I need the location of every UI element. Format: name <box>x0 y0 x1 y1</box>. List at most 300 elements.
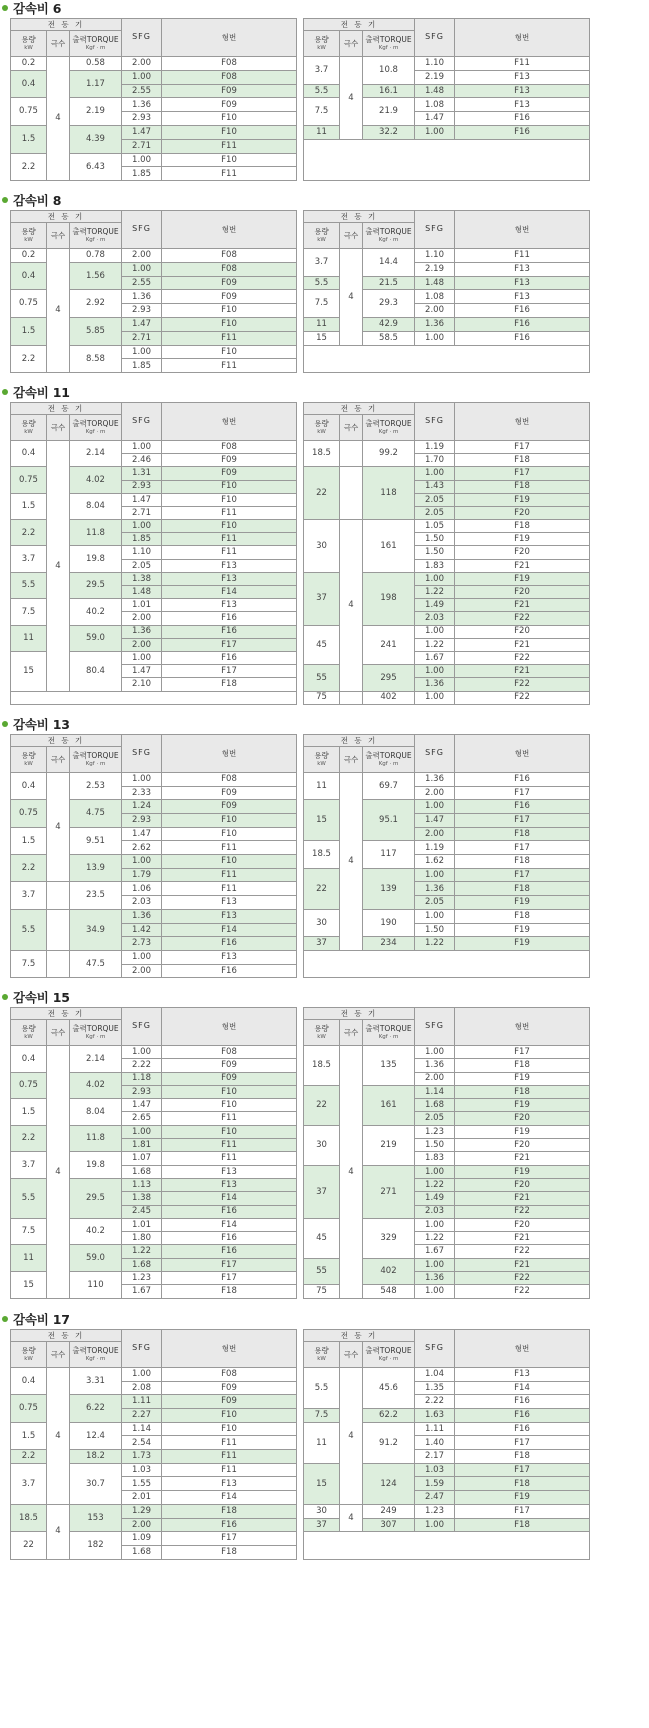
sfg-cell: 2.05 <box>415 896 455 910</box>
capacity-unit: kW <box>317 44 326 51</box>
torque-cell: 29.5 <box>70 572 122 598</box>
sfg-cell: 2.05 <box>415 493 455 506</box>
torque-header <box>363 415 415 441</box>
sfg-cell: 2.00 <box>122 612 162 625</box>
bullet-icon <box>2 389 8 395</box>
sfg-cell: 1.00 <box>122 520 162 533</box>
empty-row <box>11 691 297 704</box>
sfg-cell: 2.93 <box>122 112 162 126</box>
frame-cell: F11 <box>162 546 297 559</box>
sfg-cell: 1.24 <box>122 800 162 814</box>
frame-cell: F18 <box>455 1450 590 1464</box>
frame-cell: F10 <box>162 814 297 828</box>
frame-cell: F20 <box>455 1178 590 1191</box>
sfg-cell: 1.47 <box>122 665 162 678</box>
sfg-cell: 2.03 <box>415 612 455 625</box>
bullet-icon <box>2 197 8 203</box>
torque-cell: 329 <box>363 1218 415 1258</box>
frame-cell: F11 <box>162 868 297 882</box>
capacity-cell: 30 <box>304 520 340 573</box>
frame-cell: F17 <box>162 1272 297 1285</box>
sfg-cell: 2.45 <box>122 1205 162 1218</box>
sfg-cell: 1.00 <box>415 1045 455 1058</box>
capacity-cell: 11 <box>304 772 340 799</box>
frame-cell: F17 <box>455 841 590 855</box>
frame-cell: F08 <box>162 1367 297 1381</box>
torque-cell: 4.75 <box>70 800 122 827</box>
frame-cell: F13 <box>162 950 297 964</box>
frame-cell: F13 <box>162 909 297 923</box>
sfg-cell: 1.00 <box>415 868 455 882</box>
table-row <box>304 1045 590 1058</box>
sfg-cell: 2.47 <box>415 1491 455 1505</box>
sfg-cell: 1.29 <box>122 1504 162 1518</box>
motor-header: 전 동 기 <box>11 403 122 415</box>
capacity-cell: 37 <box>304 937 340 951</box>
sfg-cell: 1.00 <box>415 1165 455 1178</box>
sfg-cell: 1.11 <box>415 1422 455 1436</box>
capacity-cell: 0.2 <box>11 56 47 70</box>
capacity-cell: 0.4 <box>11 1367 47 1394</box>
torque-cell: 2.53 <box>70 772 122 799</box>
frame-cell: F13 <box>455 262 590 276</box>
sfg-cell: 1.49 <box>415 1192 455 1205</box>
sfg-cell: 1.22 <box>122 1245 162 1258</box>
capacity-cell: 3.7 <box>304 248 340 276</box>
frame-cell: F17 <box>455 1436 590 1450</box>
sfg-cell: 1.63 <box>415 1409 455 1423</box>
sfg-cell: 1.68 <box>122 1258 162 1271</box>
sfg-cell: 2.01 <box>122 1491 162 1505</box>
sfg-cell: 1.67 <box>415 651 455 664</box>
frame-cell: F09 <box>162 1072 297 1085</box>
frame-cell: F17 <box>455 814 590 828</box>
sfg-cell: 1.22 <box>415 1232 455 1245</box>
capacity-label: 용량 <box>21 1024 36 1034</box>
table-row <box>11 56 297 70</box>
torque-cell: 11.8 <box>70 520 122 546</box>
capacity-label: 용량 <box>21 35 36 45</box>
sfg-cell: 2.19 <box>415 70 455 84</box>
motor-header: 전 동 기 <box>11 1330 122 1342</box>
frame-cell: F16 <box>162 1245 297 1258</box>
frame-cell: F10 <box>162 1422 297 1436</box>
frame-cell: F13 <box>162 896 297 910</box>
frame-cell: F17 <box>455 467 590 480</box>
frame-cell: F17 <box>455 868 590 882</box>
capacity-cell: 2.2 <box>11 520 47 546</box>
capacity-header <box>304 223 340 249</box>
frame-header: 형번 <box>455 1008 590 1046</box>
capacity-cell: 30 <box>304 1125 340 1165</box>
torque-label: 출력TORQUE <box>72 419 119 429</box>
table-row <box>304 772 590 786</box>
torque-cell: 45.6 <box>363 1367 415 1408</box>
torque-cell: 95.1 <box>363 800 415 841</box>
capacity-unit: kW <box>24 1355 33 1362</box>
capacity-cell: 1.5 <box>11 125 47 153</box>
torque-cell: 548 <box>363 1285 415 1298</box>
capacity-cell: 3.7 <box>11 1463 47 1504</box>
capacity-cell: 18.5 <box>304 1045 340 1085</box>
frame-cell: F09 <box>162 467 297 480</box>
capacity-cell: 15 <box>304 331 340 345</box>
frame-cell: F08 <box>162 248 297 262</box>
motor-header: 전 동 기 <box>11 211 122 223</box>
frame-cell: F22 <box>455 612 590 625</box>
sfg-cell: 1.81 <box>122 1139 162 1152</box>
sfg-cell: 1.11 <box>122 1395 162 1409</box>
sfg-cell: 1.68 <box>122 1545 162 1559</box>
capacity-cell: 3.7 <box>11 1152 47 1179</box>
torque-cell: 190 <box>363 909 415 936</box>
torque-cell: 4.02 <box>70 1072 122 1099</box>
sfg-cell: 2.00 <box>415 1072 455 1085</box>
sfg-cell: 1.67 <box>122 1285 162 1298</box>
sfg-cell: 1.50 <box>415 923 455 937</box>
frame-cell: F17 <box>455 1463 590 1477</box>
table-row <box>304 1504 590 1518</box>
motor-header: 전 동 기 <box>11 19 122 31</box>
motor-header: 전 동 기 <box>11 735 122 747</box>
sfg-cell: 1.10 <box>415 56 455 70</box>
frame-cell: F21 <box>455 559 590 572</box>
torque-header <box>363 223 415 249</box>
sfg-header: SFG <box>122 211 162 249</box>
capacity-cell: 0.2 <box>11 248 47 262</box>
sfg-cell: 2.00 <box>122 1518 162 1532</box>
torque-cell: 21.9 <box>363 98 415 126</box>
sfg-cell: 1.00 <box>415 665 455 678</box>
frame-cell: F20 <box>455 506 590 519</box>
table-row <box>11 1367 297 1381</box>
sfg-cell: 1.59 <box>415 1477 455 1491</box>
capacity-header <box>11 747 47 773</box>
torque-header <box>70 1020 122 1046</box>
frame-cell: F10 <box>162 153 297 167</box>
pole-cell: 4 <box>340 248 363 345</box>
frame-cell: F11 <box>162 1139 297 1152</box>
capacity-cell: 15 <box>11 651 47 691</box>
torque-cell: 91.2 <box>363 1422 415 1463</box>
torque-cell: 47.5 <box>70 950 122 977</box>
frame-cell: F09 <box>162 98 297 112</box>
frame-cell: F18 <box>162 1285 297 1298</box>
frame-cell: F10 <box>162 1125 297 1138</box>
capacity-label: 용량 <box>314 1024 329 1034</box>
frame-cell: F16 <box>455 800 590 814</box>
capacity-cell: 0.4 <box>11 70 47 98</box>
frame-cell: F19 <box>455 572 590 585</box>
pole-cell: 4 <box>340 520 363 691</box>
pole-cell-empty <box>47 909 70 950</box>
torque-label: 출력TORQUE <box>365 35 412 45</box>
torque-cell: 5.85 <box>70 317 122 345</box>
capacity-cell: 0.4 <box>11 772 47 799</box>
table-row <box>11 1504 297 1518</box>
sfg-cell: 2.00 <box>415 827 455 841</box>
pole-cell: 4 <box>340 1367 363 1504</box>
bullet-icon <box>2 994 8 1000</box>
frame-cell: F09 <box>162 290 297 304</box>
torque-cell: 80.4 <box>70 651 122 691</box>
sfg-header: SFG <box>415 1330 455 1368</box>
pole-cell-empty <box>47 882 70 909</box>
sfg-cell: 1.36 <box>122 98 162 112</box>
frame-cell: F10 <box>162 855 297 869</box>
sfg-cell: 2.71 <box>122 331 162 345</box>
sfg-cell: 2.08 <box>122 1381 162 1395</box>
capacity-cell: 11 <box>304 317 340 331</box>
sfg-cell: 1.00 <box>415 1218 455 1231</box>
capacity-cell: 5.5 <box>11 1178 47 1218</box>
frame-header: 형번 <box>162 1008 297 1046</box>
sfg-cell: 1.83 <box>415 559 455 572</box>
sfg-cell: 2.46 <box>122 454 162 467</box>
torque-header <box>363 1342 415 1368</box>
frame-cell: F13 <box>162 572 297 585</box>
torque-label: 출력TORQUE <box>72 35 119 45</box>
motor-header: 전 동 기 <box>304 1330 415 1342</box>
sfg-cell: 2.27 <box>122 1409 162 1423</box>
capacity-unit: kW <box>24 760 33 767</box>
capacity-cell: 3.7 <box>11 882 47 909</box>
sfg-cell: 1.22 <box>415 937 455 951</box>
frame-cell: F19 <box>455 1099 590 1112</box>
frame-cell: F11 <box>162 1152 297 1165</box>
capacity-label: 용량 <box>314 227 329 237</box>
pole-header: 극수 <box>47 223 70 249</box>
frame-cell: F14 <box>162 586 297 599</box>
sfg-cell: 2.93 <box>122 1085 162 1098</box>
frame-cell: F21 <box>455 599 590 612</box>
table-row <box>11 882 297 896</box>
torque-cell: 182 <box>70 1532 122 1559</box>
pole-header: 극수 <box>47 31 70 57</box>
sfg-cell: 1.47 <box>122 493 162 506</box>
frame-header: 형번 <box>455 19 590 57</box>
frame-cell: F16 <box>162 612 297 625</box>
frame-cell: F16 <box>455 112 590 126</box>
frame-cell: F13 <box>162 1178 297 1191</box>
sfg-cell: 1.47 <box>122 317 162 331</box>
torque-cell: 0.58 <box>70 56 122 70</box>
torque-cell: 59.0 <box>70 1245 122 1272</box>
capacity-header <box>11 1342 47 1368</box>
capacity-unit: kW <box>317 1033 326 1040</box>
sfg-cell: 1.36 <box>415 317 455 331</box>
torque-label: 출력TORQUE <box>365 751 412 761</box>
torque-cell: 21.5 <box>363 276 415 290</box>
left-spec-table <box>10 1329 297 1560</box>
torque-cell: 161 <box>363 1085 415 1125</box>
sfg-cell: 2.62 <box>122 841 162 855</box>
torque-cell: 1.17 <box>70 70 122 98</box>
pole-cell-empty <box>47 950 70 977</box>
section-title <box>0 716 70 732</box>
sfg-cell: 1.23 <box>415 1125 455 1138</box>
torque-cell: 99.2 <box>363 440 415 466</box>
capacity-header <box>304 415 340 441</box>
torque-cell: 69.7 <box>363 772 415 799</box>
capacity-unit: kW <box>317 760 326 767</box>
sfg-cell: 1.85 <box>122 359 162 373</box>
frame-cell: F11 <box>162 139 297 153</box>
sfg-cell: 1.48 <box>415 276 455 290</box>
frame-cell: F11 <box>162 882 297 896</box>
frame-cell: F14 <box>162 1192 297 1205</box>
sfg-cell: 1.10 <box>122 546 162 559</box>
section-title <box>0 0 61 16</box>
frame-cell: F17 <box>162 665 297 678</box>
frame-cell: F18 <box>162 1545 297 1559</box>
frame-cell: F20 <box>455 1139 590 1152</box>
pole-header: 극수 <box>340 223 363 249</box>
frame-cell: F11 <box>162 1436 297 1450</box>
sfg-cell: 1.68 <box>415 1099 455 1112</box>
frame-cell: F08 <box>162 772 297 786</box>
reduction-ratio-section <box>0 989 649 1299</box>
sfg-cell: 1.00 <box>122 440 162 453</box>
capacity-cell: 1.5 <box>11 493 47 519</box>
torque-cell: 16.1 <box>363 84 415 98</box>
sfg-cell: 1.00 <box>415 1285 455 1298</box>
frame-cell: F16 <box>455 1395 590 1409</box>
pole-header: 극수 <box>47 1342 70 1368</box>
sfg-cell: 2.65 <box>122 1112 162 1125</box>
frame-cell: F22 <box>455 651 590 664</box>
torque-cell: 29.3 <box>363 290 415 318</box>
sfg-cell: 1.36 <box>122 290 162 304</box>
capacity-header <box>304 1342 340 1368</box>
sfg-cell: 1.85 <box>122 533 162 546</box>
frame-cell: F11 <box>162 506 297 519</box>
torque-cell: 6.22 <box>70 1395 122 1422</box>
sfg-cell: 1.40 <box>415 1436 455 1450</box>
frame-cell: F21 <box>455 1258 590 1271</box>
frame-cell: F16 <box>162 1518 297 1532</box>
sfg-cell: 2.00 <box>122 56 162 70</box>
capacity-unit: kW <box>317 1355 326 1362</box>
frame-cell: F18 <box>455 855 590 869</box>
right-spec-table <box>303 1007 590 1299</box>
frame-cell: F16 <box>162 937 297 951</box>
torque-header <box>363 1020 415 1046</box>
torque-cell: 8.04 <box>70 493 122 519</box>
sfg-header: SFG <box>415 735 455 773</box>
frame-cell: F09 <box>162 800 297 814</box>
capacity-label: 용량 <box>314 419 329 429</box>
left-spec-table <box>10 18 297 181</box>
sfg-cell: 2.55 <box>122 84 162 98</box>
capacity-cell: 2.2 <box>11 1450 47 1464</box>
torque-cell: 14.4 <box>363 248 415 276</box>
capacity-cell: 11 <box>304 1422 340 1463</box>
pole-header: 극수 <box>47 415 70 441</box>
capacity-cell: 0.75 <box>11 800 47 827</box>
frame-cell: F20 <box>455 1112 590 1125</box>
torque-label: 출력TORQUE <box>365 1024 412 1034</box>
torque-cell: 9.51 <box>70 827 122 854</box>
torque-unit: Kgf · m <box>85 428 106 435</box>
section-title <box>0 384 70 400</box>
table-row <box>11 909 297 923</box>
frame-cell: F16 <box>455 304 590 318</box>
frame-cell: F11 <box>455 248 590 262</box>
sfg-cell: 2.00 <box>415 304 455 318</box>
sfg-cell: 1.47 <box>415 814 455 828</box>
frame-cell: F13 <box>162 559 297 572</box>
sfg-cell: 1.48 <box>415 84 455 98</box>
sfg-header: SFG <box>122 1330 162 1368</box>
sfg-header: SFG <box>122 1008 162 1046</box>
sfg-cell: 1.55 <box>122 1477 162 1491</box>
sfg-cell: 1.35 <box>415 1381 455 1395</box>
sfg-cell: 1.03 <box>415 1463 455 1477</box>
frame-header: 형번 <box>162 211 297 249</box>
sfg-header: SFG <box>415 1008 455 1046</box>
frame-cell: F10 <box>162 125 297 139</box>
sfg-cell: 1.13 <box>122 1178 162 1191</box>
sfg-cell: 1.50 <box>415 533 455 546</box>
sfg-cell: 1.47 <box>415 112 455 126</box>
capacity-cell: 5.5 <box>11 572 47 598</box>
capacity-label: 용량 <box>21 1346 36 1356</box>
torque-label: 출력TORQUE <box>365 227 412 237</box>
capacity-header <box>304 31 340 57</box>
torque-cell: 241 <box>363 625 415 665</box>
frame-cell: F22 <box>455 1245 590 1258</box>
empty-row <box>304 950 590 977</box>
capacity-cell: 11 <box>304 125 340 139</box>
frame-cell: F10 <box>162 317 297 331</box>
torque-header <box>70 415 122 441</box>
torque-cell: 161 <box>363 520 415 573</box>
capacity-cell: 55 <box>304 665 340 691</box>
sfg-cell: 1.83 <box>415 1152 455 1165</box>
left-spec-table <box>10 734 297 978</box>
sfg-cell: 1.36 <box>415 1059 455 1072</box>
torque-cell: 110 <box>70 1272 122 1299</box>
table-row <box>304 248 590 262</box>
frame-cell: F08 <box>162 1045 297 1058</box>
sfg-cell: 1.62 <box>415 855 455 869</box>
motor-header: 전 동 기 <box>11 1008 122 1020</box>
sfg-cell: 1.22 <box>415 1178 455 1191</box>
pole-header: 극수 <box>47 747 70 773</box>
torque-unit: Kgf · m <box>85 1033 106 1040</box>
frame-header: 형번 <box>455 1330 590 1368</box>
torque-cell: 34.9 <box>70 909 122 950</box>
reduction-ratio-section <box>0 1311 649 1560</box>
capacity-header <box>11 223 47 249</box>
torque-cell: 271 <box>363 1165 415 1218</box>
sfg-cell: 1.38 <box>122 572 162 585</box>
sfg-cell: 2.10 <box>122 678 162 691</box>
torque-cell: 2.14 <box>70 440 122 466</box>
pole-cell: 4 <box>47 772 70 882</box>
torque-header <box>363 747 415 773</box>
torque-cell: 2.14 <box>70 1045 122 1072</box>
sfg-cell: 2.33 <box>122 786 162 800</box>
frame-cell: F16 <box>162 625 297 638</box>
torque-unit: Kgf · m <box>378 44 399 51</box>
sfg-cell: 1.10 <box>415 248 455 262</box>
capacity-cell: 37 <box>304 1165 340 1218</box>
sfg-cell: 1.19 <box>415 440 455 453</box>
sfg-cell: 1.18 <box>122 1072 162 1085</box>
capacity-cell: 0.4 <box>11 262 47 290</box>
